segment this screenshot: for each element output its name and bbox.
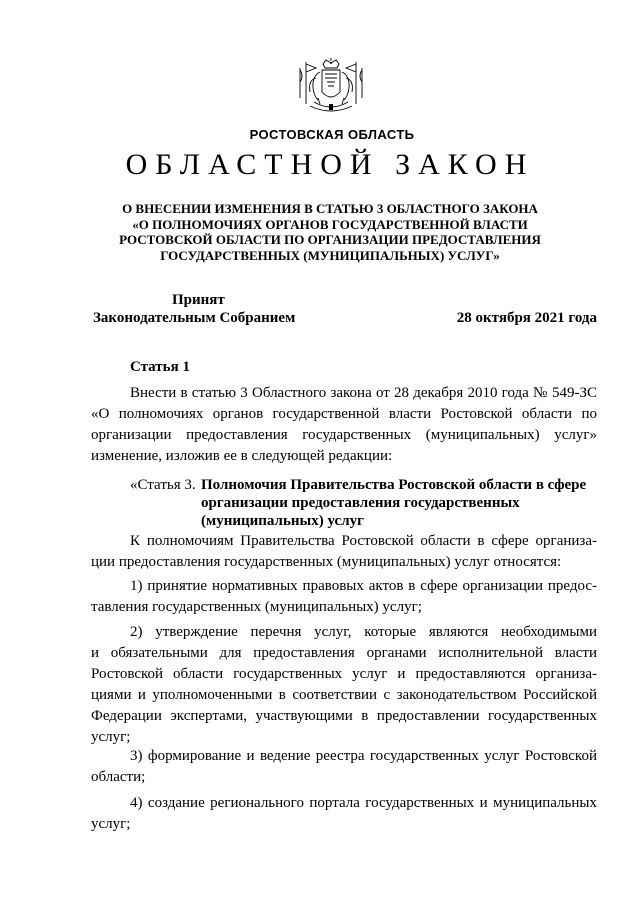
text-line: услуг; (91, 729, 131, 745)
document-type: ОБЛАСТНОЙ ЗАКОН (125, 148, 535, 181)
text-line: (муниципальных) услуг (201, 513, 364, 529)
text-line: 3) формирование и ведение реестра государственных услуг Ростовской (130, 748, 597, 764)
law-title-line: О ВНЕСЕНИИ ИЗМЕНЕНИЯ В СТАТЬЮ 3 ОБЛАСТНОГО ЗАКОНА (122, 201, 538, 216)
article-3-title (201, 476, 601, 530)
list-item-1 (91, 576, 597, 618)
text-line: области; (91, 769, 146, 785)
text-line: услуг; (91, 816, 131, 832)
text-line: Полномочия Правительства Ростовской области в сфере (201, 477, 587, 493)
article-3-label: «Статья 3. (130, 477, 196, 493)
adopted-by: Законодательным Собранием (93, 310, 296, 326)
article-1-heading: Статья 1 (130, 359, 190, 375)
list-item-3 (91, 746, 597, 788)
text-line: организации предоставления государственных (муниципальных) услуг» (91, 427, 597, 443)
text-line: Федерации экспертами, участвующими в предоставлении государственных (91, 708, 597, 724)
text-line: изменение, изложив ее в следующей редакции: (91, 448, 393, 464)
text-line: 4) создание регионального портала государственных и муниципальных (130, 795, 597, 811)
text-line: 1) принятие нормативных правовых актов в сфере организации предос- (130, 578, 597, 594)
coat-of-arms-emblem (296, 58, 366, 120)
text-line: «О полномочиях органов государственной власти Ростовской области по (91, 406, 597, 422)
text-line: К полномочиям Правительства Ростовской области в сфере организа- (130, 533, 597, 549)
text-line: циями и уполномоченными в соответствии с законодательством Российской (91, 687, 597, 703)
text-line: и обязательными для предоставления органами исполнительной власти (91, 645, 597, 661)
law-title-line: РОСТОВСКОЙ ОБЛАСТИ ПО ОРГАНИЗАЦИИ ПРЕДОСТАВЛЕНИЯ (119, 232, 541, 247)
law-title-line: ГОСУДАРСТВЕННЫХ (МУНИЦИПАЛЬНЫХ) УСЛУГ» (160, 247, 500, 263)
adoption-date: 28 октября 2021 года (456, 310, 597, 326)
text-line: ции предоставления государственных (муниципальных) услуг относятся: (91, 554, 562, 570)
article-1-body (91, 383, 597, 467)
text-line: тавления государственных (муниципальных) услуг; (91, 599, 422, 615)
law-title-line: «О ПОЛНОМОЧИЯХ ОРГАНОВ ГОСУДАРСТВЕННОЙ ВЛАСТИ (132, 216, 528, 232)
text-line: организации предоставления государственных (201, 495, 520, 511)
text-line: Ростовской области государственных услуг и предоставляются организа- (91, 666, 597, 682)
adopted-label: Принят (172, 292, 225, 308)
article-3-lead (91, 531, 597, 573)
list-item-4 (91, 793, 597, 835)
text-line: Внести в статью 3 Областного закона от 28 декабря 2010 года № 549-ЗС (130, 385, 597, 401)
text-line: 2) утверждение перечня услуг, которые являются необходимыми (130, 624, 597, 640)
list-item-2 (91, 622, 597, 748)
region-name: РОСТОВСКАЯ ОБЛАСТЬ (249, 127, 415, 142)
law-title (110, 201, 550, 263)
